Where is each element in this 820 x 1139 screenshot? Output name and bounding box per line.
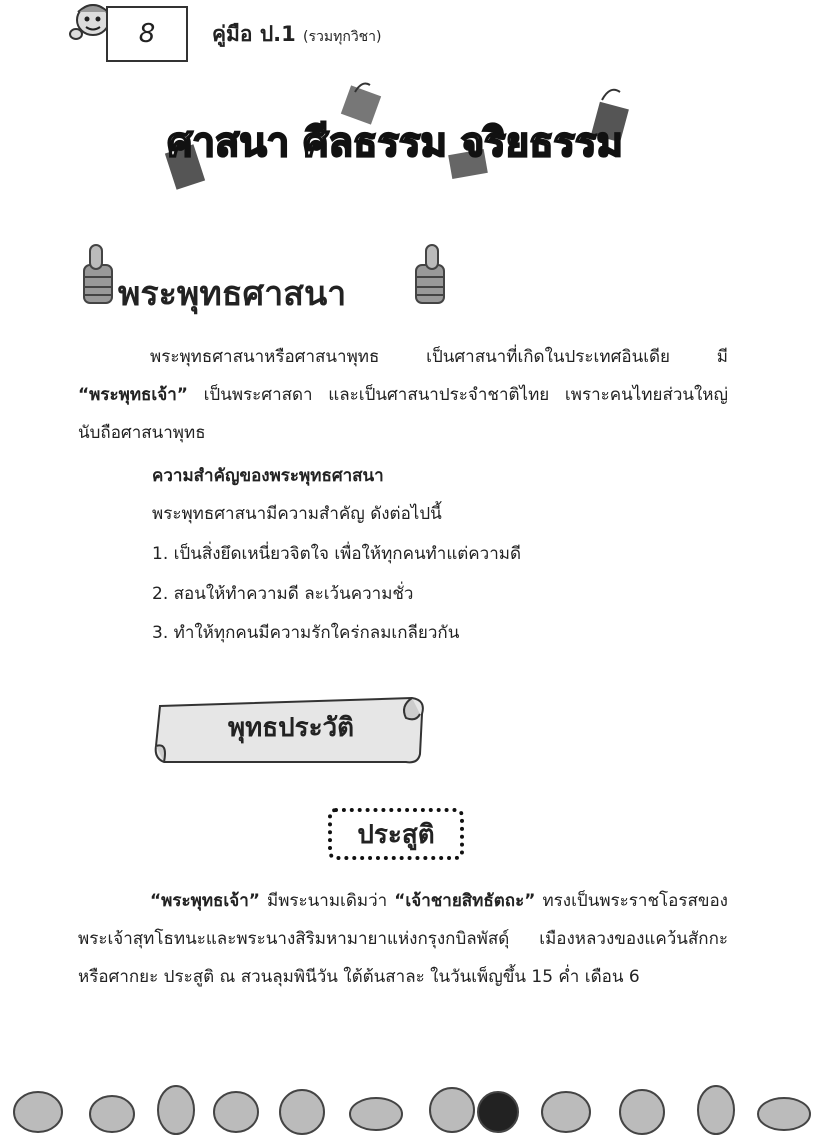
thumbs-up-icon [410, 243, 458, 305]
intro-text-after: เป็นพระศาสดา และเป็นศาสนาประจำชาติไทย เพราะคนไทยส่วนใหญ่นับถือศาสนาพุทธ [78, 385, 728, 443]
header-title [212, 18, 382, 51]
importance-intro: พระพุทธศาสนามีความสำคัญ ดังต่อไปนี้ [152, 504, 442, 524]
list-item: 2. สอนให้ทำความดี ละเว้นความชั่ว [152, 584, 414, 604]
header-title-main: คู่มือ ป.1 [212, 22, 296, 46]
intro-bold-term: “พระพุทธเจ้า” [78, 385, 188, 405]
birth-bold-siddhartha: “เจ้าชายสิทธัตถะ” [394, 891, 536, 911]
history-scroll-label: พุทธประวัติ [227, 713, 355, 743]
list-item: 1. เป็นสิ่งยึดเหนี่ยวจิตใจ เพื่อให้ทุกคนทำแต่ความดี [152, 544, 522, 564]
list-item: 3. ทำให้ทุกคนมีความรักใคร่กลมเกลียวกัน [152, 623, 460, 643]
page-number: 8 [106, 6, 188, 62]
birth-text-2: ทรงเป็นพระราชโอรสของพระเจ้าสุทโธทนะและพระนางสิริมหามายาแห่งกรุงกบิลพัสดุ์ เมืองหลวงของแคว้นสักกะหรือศากยะ ประสูติ ณ สวนลุมพินีวัน ใต้ต้นสาละ ในวันเพ็ญขึ้น 15 ค่ำ เดือน 6 [78, 891, 728, 987]
animal-border-icons [0, 1070, 820, 1139]
birth-text-1: มีพระนามเดิมว่า [259, 891, 395, 911]
importance-heading: ความสำคัญของพระพุทธศาสนา [152, 466, 384, 486]
banner-title: ศาสนา ศีลธรรม จริยธรรม [167, 120, 623, 166]
birth-label: ประสูติ [328, 808, 464, 860]
birth-paragraph [78, 882, 728, 996]
header-title-sub: (รวมทุกวิชา) [303, 29, 382, 45]
chapter-banner [150, 80, 640, 190]
intro-text-before: พระพุทธศาสนาหรือศาสนาพุทธ เป็นศาสนาที่เกิดในประเทศอินเดีย มี [150, 347, 728, 367]
birth-bold-buddha: “พระพุทธเจ้า” [150, 891, 260, 911]
intro-paragraph [78, 338, 728, 452]
section-heading: พระพุทธศาสนา [118, 274, 347, 314]
thumbs-up-icon [70, 243, 118, 305]
